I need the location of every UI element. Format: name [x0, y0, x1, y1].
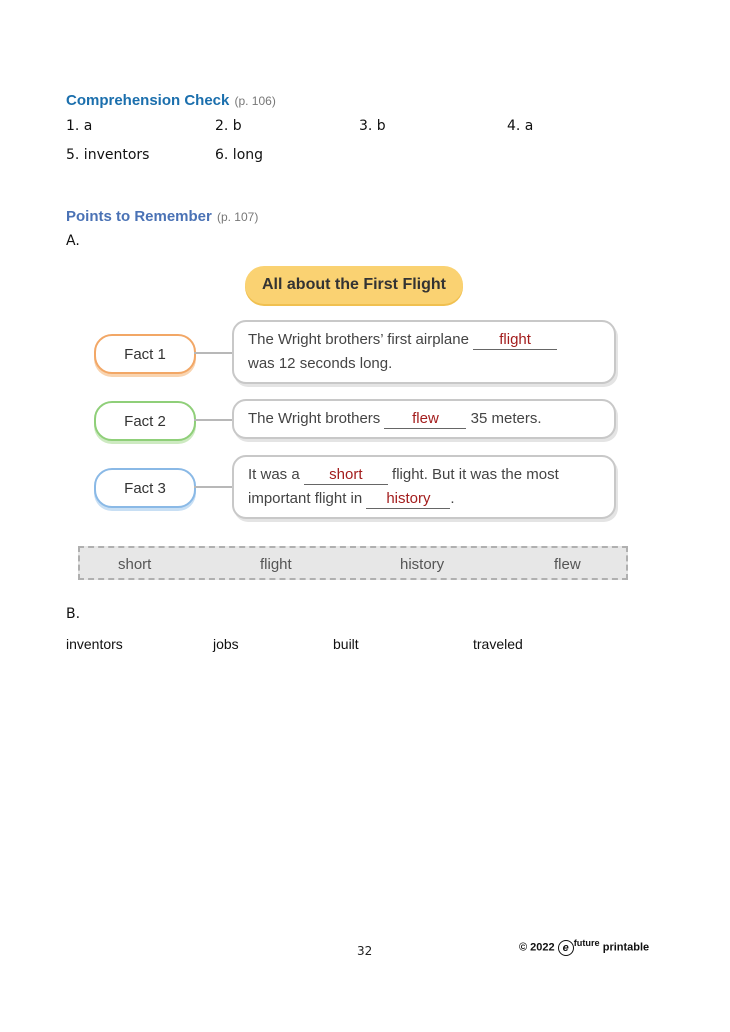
points-title: Points to Remember [66, 208, 212, 225]
page-number: 32 [357, 944, 373, 958]
points-page-ref: (p. 107) [216, 210, 259, 224]
comprehension-page-ref: (p. 106) [234, 94, 276, 108]
answer-item: 2. b [215, 118, 242, 134]
part-b-answer: traveled [473, 636, 523, 652]
answer-item: 4. a [507, 118, 534, 134]
points-heading [66, 206, 258, 225]
answer-item: 1. a [66, 118, 93, 134]
word-bank-item: short [118, 556, 152, 573]
word-bank-item: flew [554, 556, 581, 573]
part-b-answer: built [333, 636, 359, 652]
fact-3-period: . [450, 490, 455, 507]
comprehension-title: Comprehension Check [66, 92, 230, 109]
footer-brand [519, 938, 649, 956]
worksheet-banner: All about the First Flight [245, 266, 463, 304]
part-b-label: B. [66, 606, 81, 622]
fact-1-text-line2: was 12 seconds long. [248, 355, 393, 372]
fact-2-blank: flew [384, 410, 466, 429]
fact-1-connector [194, 352, 232, 354]
e-circle-logo-icon: e [558, 940, 574, 956]
part-a-label: A. [66, 233, 80, 249]
fact-3-blank-1: short [304, 466, 388, 485]
brand-word: future [573, 938, 600, 948]
copyright-text: © 2022 [519, 941, 555, 954]
part-b-answer: jobs [213, 636, 239, 652]
word-bank-item: history [400, 556, 445, 573]
fact-3-pill: Fact 3 [94, 468, 196, 508]
fact-3-box [232, 455, 616, 519]
fact-1-pill: Fact 1 [94, 334, 196, 374]
word-bank-item: flight [260, 556, 292, 573]
answer-item: 3. b [359, 118, 386, 134]
part-b-answer: inventors [66, 636, 123, 652]
answer-item: 5. inventors [66, 147, 150, 163]
fact-3-blank-2: history [366, 490, 450, 509]
fact-2-box [232, 399, 616, 439]
fact-1-blank: flight [473, 331, 557, 350]
brand-suffix: printable [602, 941, 650, 954]
fact-3-text-line2: important flight in [248, 490, 363, 507]
fact-2-text-post: 35 meters. [470, 410, 542, 427]
word-bank [78, 546, 628, 580]
fact-3-connector [194, 486, 232, 488]
fact-2-pill: Fact 2 [94, 401, 196, 441]
answer-item: 6. long [215, 147, 264, 163]
fact-1-text: The Wright brothers’ first airplane [248, 331, 469, 348]
fact-3-text: It was a [248, 466, 300, 483]
fact-2-text: The Wright brothers [248, 410, 381, 427]
fact-3-text-post: flight. But it was the most [392, 466, 559, 483]
fact-2-connector [194, 419, 232, 421]
comprehension-heading [66, 90, 276, 109]
fact-1-box [232, 320, 616, 384]
